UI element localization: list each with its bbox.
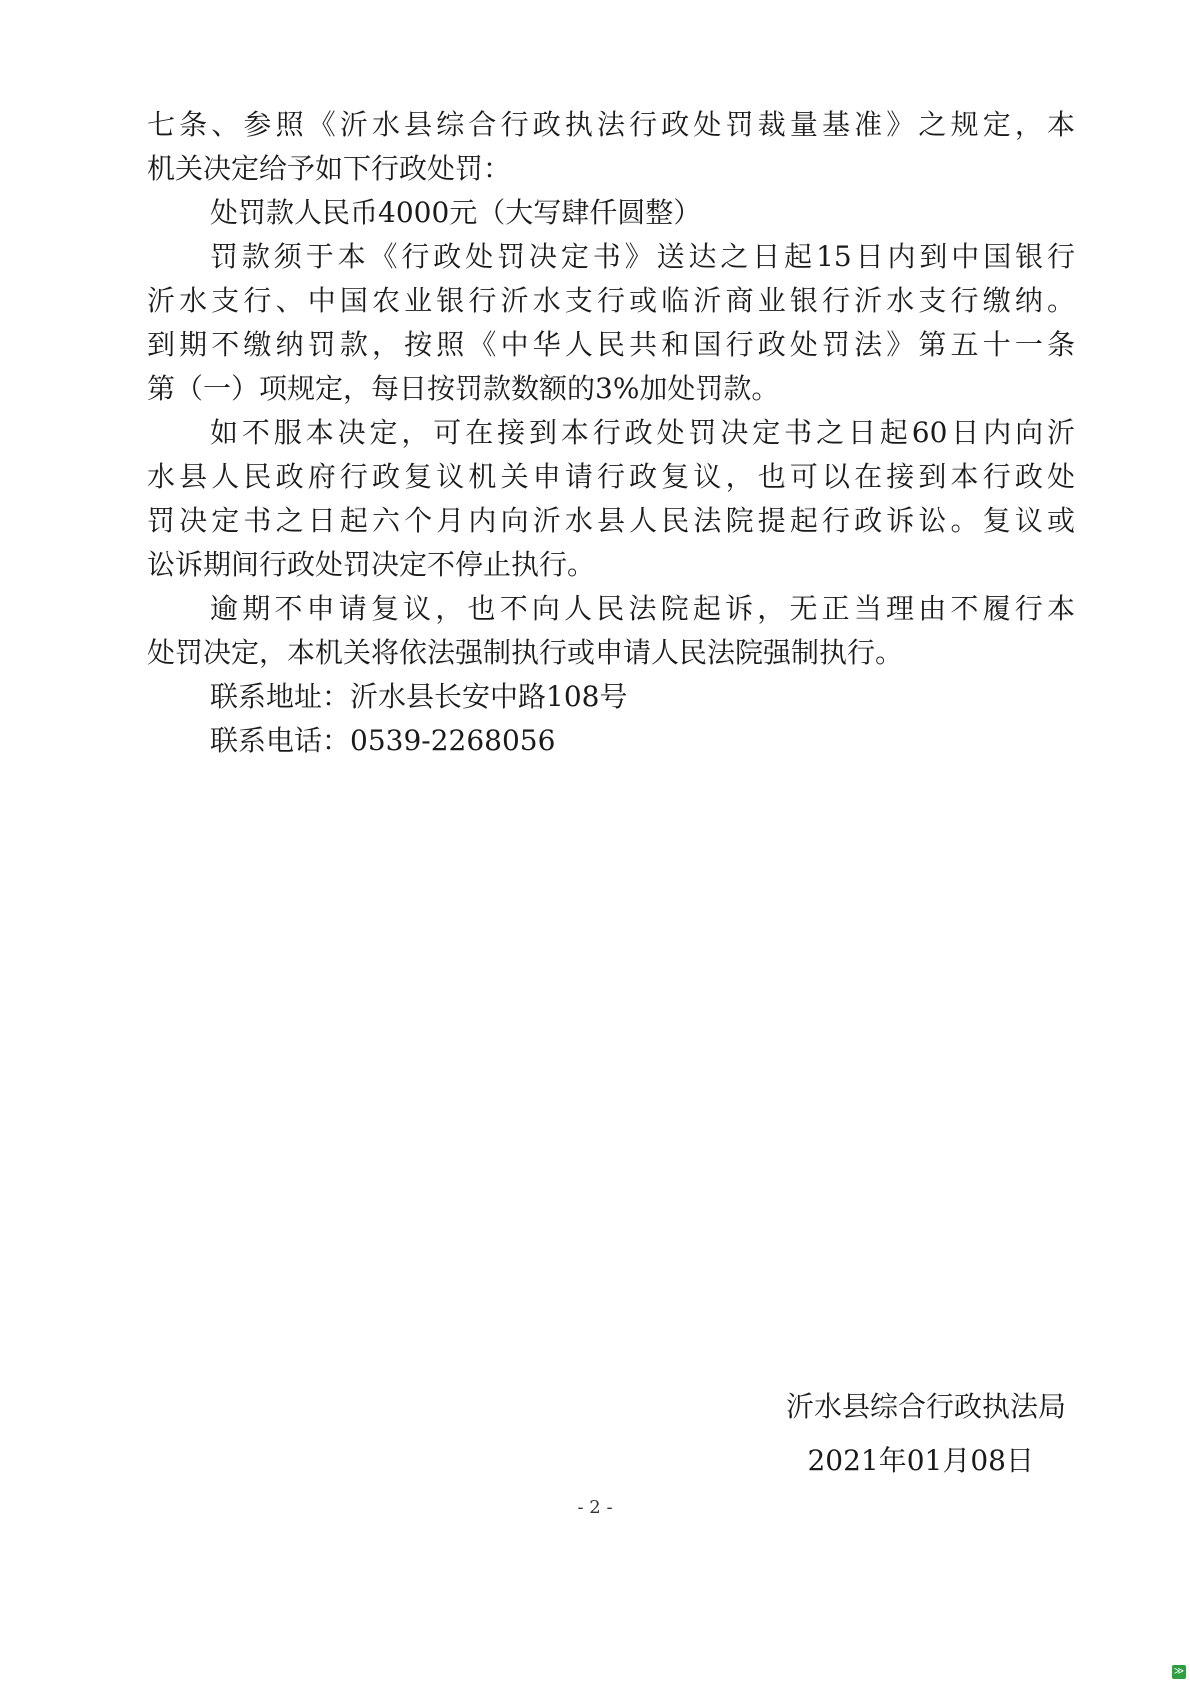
paragraph-line: 沂水支行、中国农业银行沂水支行或临沂商业银行沂水支行缴纳。 bbox=[147, 284, 1075, 317]
issue-date: 2021年01月08日 bbox=[807, 1444, 1034, 1477]
paragraph-line: 罚决定书之日起六个月内向沂水县人民法院提起行政诉讼。复议或 bbox=[147, 504, 1075, 537]
signature-block bbox=[786, 1380, 1066, 1488]
contact-address: 联系地址：沂水县长安中路108号 bbox=[210, 680, 628, 713]
paragraph-line: 罚款须于本《行政处罚决定书》送达之日起15日内到中国银行 bbox=[210, 240, 1075, 273]
paragraph-line: 逾期不申请复议，也不向人民法院起诉，无正当理由不履行本 bbox=[210, 592, 1075, 625]
paragraph-line: 如不服本决定，可在接到本行政处罚决定书之日起60日内向沂 bbox=[210, 416, 1075, 449]
contact-phone: 联系电话：0539-2268056 bbox=[210, 724, 556, 757]
paragraph-line: 到期不缴纳罚款，按照《中华人民共和国行政处罚法》第五十一条 bbox=[147, 328, 1075, 361]
corner-arrow-icon: ≫ bbox=[1173, 1666, 1185, 1677]
paragraph-line: 七条、参照《沂水县综合行政执法行政处罚裁量基准》之规定，本 bbox=[147, 108, 1075, 141]
paragraph-line: 处罚决定，本机关将依法强制执行或申请人民法院强制执行。 bbox=[147, 636, 904, 669]
penalty-amount-line: 处罚款人民币4000元（大写肆仟圆整） bbox=[210, 196, 702, 229]
issuing-agency: 沂水县综合行政执法局 bbox=[785, 1390, 1066, 1423]
paragraph-line: 水县人民政府行政复议机关申请行政复议，也可以在接到本行政处 bbox=[147, 460, 1075, 493]
page-number: - 2 - bbox=[577, 1497, 613, 1518]
paragraph-line: 第（一）项规定，每日按罚款数额的3%加处罚款。 bbox=[147, 372, 780, 405]
paragraph-line: 讼诉期间行政处罚决定不停止执行。 bbox=[147, 548, 596, 581]
paragraph-line: 机关决定给予如下行政处罚： bbox=[147, 152, 512, 185]
